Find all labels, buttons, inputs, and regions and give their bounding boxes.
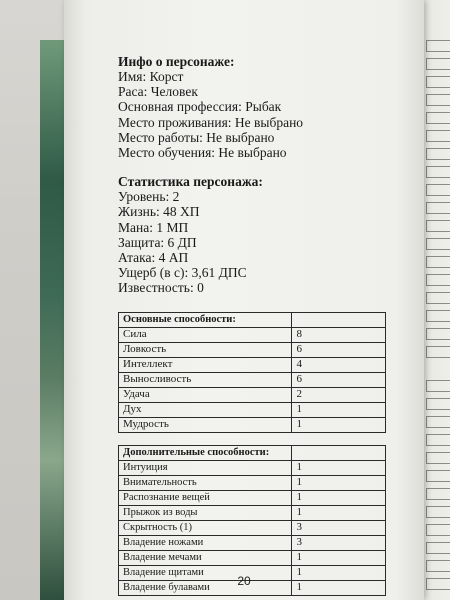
- stat-line: Защита: 6 ДП: [118, 234, 197, 250]
- adjacent-page-table-line: [426, 148, 450, 160]
- table-row: [119, 417, 386, 432]
- cover-illustration: [40, 40, 64, 600]
- extra-abilities-table: [118, 445, 386, 596]
- stat-line: Мана: 1 МП: [118, 219, 189, 235]
- adjacent-page-table-line: [426, 76, 450, 88]
- adjacent-page-table-line: [426, 524, 450, 536]
- info-line: Имя: Корст: [118, 69, 184, 84]
- stat-line: Ущерб (в с): 3,61 ДПС: [118, 265, 247, 281]
- ability-name: Удача: [119, 387, 292, 402]
- page-content: [118, 54, 408, 596]
- adjacent-page-table-line: [426, 488, 450, 500]
- stat-line: Уровень: 2: [118, 189, 180, 205]
- ability-name: Интуиция: [119, 460, 292, 475]
- table-row: [119, 372, 386, 387]
- ability-value: 1: [292, 550, 386, 565]
- ability-value: 1: [292, 402, 386, 417]
- table-header-row: [119, 445, 386, 460]
- ability-value: 1: [292, 475, 386, 490]
- table-row: [119, 535, 386, 550]
- adjacent-page-table-line: [426, 452, 450, 464]
- ability-value: 6: [292, 372, 386, 387]
- stat-line: Известность: 0: [118, 280, 204, 296]
- ability-name: Владение ножами: [119, 535, 292, 550]
- table-row: [119, 357, 386, 372]
- adjacent-page-table-line: [426, 184, 450, 196]
- adjacent-page-table-line: [426, 94, 450, 106]
- book-page: [64, 0, 424, 600]
- ability-value: 4: [292, 357, 386, 372]
- section-spacer: [118, 160, 408, 174]
- table-row: [119, 475, 386, 490]
- info-line: Место проживания: Не выбрано: [118, 114, 304, 130]
- adjacent-page-table-line: [426, 292, 450, 304]
- adjacent-page-table-line: [426, 274, 450, 286]
- table-row: [119, 387, 386, 402]
- ability-name: Владение щитами: [119, 565, 292, 580]
- adjacent-page-table-line: [426, 310, 450, 322]
- ability-value: 1: [292, 580, 386, 595]
- ability-name: Мудрость: [119, 417, 292, 432]
- table-header-row: [119, 312, 386, 327]
- adjacent-page-table-line: [426, 506, 450, 518]
- info-line: Место работы: Не выбрано: [118, 129, 275, 145]
- ability-value: 2: [292, 387, 386, 402]
- adjacent-page-table-line: [426, 328, 450, 340]
- stat-line: Жизнь: 48 ХП: [118, 204, 200, 220]
- ability-name: Выносливость: [119, 372, 292, 387]
- adjacent-page-table-line: [426, 560, 450, 572]
- adjacent-page-table-line: [426, 112, 450, 124]
- adjacent-page-table-line: [426, 434, 450, 446]
- table-row: [119, 550, 386, 565]
- ability-name: Внимательность: [119, 475, 292, 490]
- ability-name: Сила: [119, 327, 292, 342]
- adjacent-page-table-line: [426, 58, 450, 70]
- ability-value: 1: [292, 460, 386, 475]
- basic-abilities-table: [118, 312, 386, 433]
- ability-name: Ловкость: [119, 342, 292, 357]
- adjacent-page-table-line: [426, 578, 450, 590]
- character-stats-section: [118, 174, 408, 295]
- ability-value: 1: [292, 565, 386, 580]
- table-row: [119, 490, 386, 505]
- table-row: [119, 505, 386, 520]
- ability-name: Распознание вещей: [119, 490, 292, 505]
- ability-value: 6: [292, 342, 386, 357]
- adjacent-page-table-line: [426, 202, 450, 214]
- adjacent-page-table-line: [426, 130, 450, 142]
- table-row: [119, 327, 386, 342]
- adjacent-page-table-line: [426, 380, 450, 392]
- info-line: Раса: Человек: [118, 84, 198, 100]
- adjacent-page-table-line: [426, 398, 450, 410]
- table-header-value-cell: [292, 445, 386, 460]
- adjacent-page-table-line: [426, 542, 450, 554]
- table-row: [119, 460, 386, 475]
- ability-value: 3: [292, 535, 386, 550]
- info-line: Основная профессия: Рыбак: [118, 99, 282, 115]
- adjacent-page-table-line: [426, 166, 450, 178]
- page-number: 20: [237, 574, 251, 588]
- info-line: Место обучения: Не выбрано: [118, 145, 287, 161]
- adjacent-page-table-line: [426, 416, 450, 428]
- adjacent-page-table-line: [426, 40, 450, 52]
- ability-name: Скрытность (1): [119, 520, 292, 535]
- adjacent-page-table-line: [426, 256, 450, 268]
- table-row: [119, 402, 386, 417]
- character-info-heading: Инфо о персонаже:: [118, 54, 235, 69]
- ability-value: 1: [292, 505, 386, 520]
- ability-value: 3: [292, 520, 386, 535]
- ability-name: Прыжок из воды: [119, 505, 292, 520]
- ability-name: Владение мечами: [119, 550, 292, 565]
- basic-abilities-heading: Основные способности:: [119, 312, 292, 327]
- character-stats-heading: Статистика персонажа:: [118, 174, 263, 190]
- ability-name: Дух: [119, 402, 292, 417]
- table-header-value-cell: [292, 312, 386, 327]
- ability-name: Интеллект: [119, 357, 292, 372]
- ability-value: 1: [292, 490, 386, 505]
- extra-abilities-heading: Дополнительные способности:: [119, 445, 292, 460]
- stat-line: Атака: 4 АП: [118, 250, 189, 266]
- ability-value: 1: [292, 417, 386, 432]
- adjacent-page-table-line: [426, 346, 450, 358]
- character-info-section: [118, 54, 408, 160]
- ability-name: Владение булавами: [119, 580, 292, 595]
- adjacent-page-table-line: [426, 238, 450, 250]
- table-row: [119, 520, 386, 535]
- table-row: [119, 342, 386, 357]
- ability-value: 8: [292, 327, 386, 342]
- adjacent-page-table-line: [426, 220, 450, 232]
- adjacent-page-table-line: [426, 470, 450, 482]
